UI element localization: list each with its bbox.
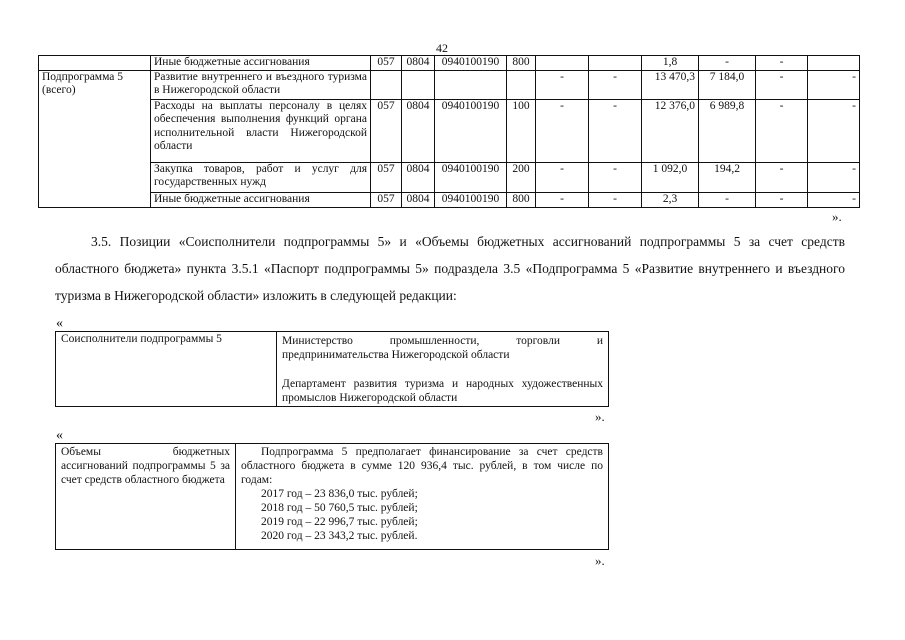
value-cell: -: [589, 162, 642, 192]
table-row: [39, 192, 860, 207]
volume-2017: 2017 год – 23 836,0 тыс. рублей;: [261, 488, 418, 500]
vr-cell: 800: [507, 56, 536, 71]
closing-quote: ».: [832, 209, 842, 224]
vr-cell: 800: [507, 192, 536, 207]
rzpr-cell: 0804: [402, 56, 435, 71]
value-cell: -: [808, 70, 860, 99]
closing-quote: ».: [595, 553, 605, 568]
volume-2020: 2020 год – 23 343,2 тыс. рублей.: [261, 530, 418, 542]
value-cell: -: [756, 99, 808, 162]
name-cell: Закупка товаров, работ и услуг для государственных нужд: [151, 162, 371, 192]
rzpr-cell: [402, 70, 435, 99]
program-cell: Подпрограмма 5 (всего): [39, 70, 151, 207]
vr-cell: [507, 70, 536, 99]
value-cell: 194,2: [699, 162, 756, 192]
volumes-table: [55, 443, 609, 550]
value-cell: -: [756, 70, 808, 99]
name-cell: Иные бюджетные ассигнования: [151, 192, 371, 207]
grbs-cell: [371, 70, 402, 99]
coexecutor-department: Департамент развития туризма и народных художественных промыслов Нижегородской области: [282, 378, 603, 404]
rzpr-cell: 0804: [402, 162, 435, 192]
volume-2019: 2019 год – 22 996,7 тыс. рублей;: [261, 516, 418, 528]
value-cell: -: [589, 70, 642, 99]
value-cell: -: [756, 56, 808, 71]
value-cell: -: [536, 70, 589, 99]
value-cell: 2,3: [642, 192, 699, 207]
table-row: [56, 332, 609, 407]
opening-quote: «: [56, 316, 63, 331]
value-cell: -: [699, 56, 756, 71]
opening-quote: «: [56, 428, 63, 443]
value-cell: [589, 56, 642, 71]
amendment-paragraph: 3.5. Позиции «Соисполнители подпрограммы 5» и «Объемы бюджетных ассигнований подпрограммы 5 за счет средств областного бюджета» пункта 3.5.1 «Паспорт подпрограммы 5» подраздела 3.5 «Подпрограмма 5 «Развитие внутреннего и въездного туризма в Нижегородской области» изложить в следующей редакции:: [55, 234, 845, 303]
value-cell: -: [536, 162, 589, 192]
value-cell: [808, 56, 860, 71]
volumes-intro: Подпрограмма 5 предполагает финансирование за счет средств областного бюджета в сумме 120 936,4 тыс. рублей, в том числе по годам:: [241, 446, 603, 486]
value-cell: -: [808, 192, 860, 207]
rzpr-cell: 0804: [402, 192, 435, 207]
value-cell: -: [756, 192, 808, 207]
value-cell: -: [808, 99, 860, 162]
program-cell: [39, 56, 151, 71]
grbs-cell: 057: [371, 99, 402, 162]
csr-cell: 0940100190: [435, 99, 507, 162]
volume-2018: 2018 год – 50 760,5 тыс. рублей;: [261, 502, 418, 514]
budget-table: [38, 55, 860, 208]
page-number: 42: [436, 41, 448, 55]
value-cell: -: [808, 162, 860, 192]
table-row: [39, 56, 860, 71]
name-cell: Иные бюджетные ассигнования: [151, 56, 371, 71]
value-cell: 7 184,0: [699, 70, 756, 99]
value-cell: 1 092,0: [642, 162, 699, 192]
rzpr-cell: 0804: [402, 99, 435, 162]
value-cell: 1,8: [642, 56, 699, 71]
csr-cell: 0940100190: [435, 56, 507, 71]
value-cell: -: [756, 162, 808, 192]
value-cell: 12 376,0: [642, 99, 699, 162]
value-cell: -: [589, 192, 642, 207]
coexecutor-ministry: Министерство промышленности, торговли и предпринимательства Нижегородской области: [282, 335, 603, 361]
grbs-cell: 057: [371, 56, 402, 71]
table-row: [56, 444, 609, 550]
value-cell: 13 470,3: [642, 70, 699, 99]
name-cell: Расходы на выплаты персоналу в целях обеспечения выполнения функций органа исполнительной власти Нижегородской области: [151, 99, 371, 162]
coexecutors-label: Соисполнители подпрограммы 5: [56, 332, 277, 407]
table-row: [39, 70, 860, 99]
csr-cell: 0940100190: [435, 192, 507, 207]
name-cell: Развитие внутреннего и въездного туризма в Нижегородской области: [151, 70, 371, 99]
table-row: [39, 99, 860, 162]
csr-cell: 0940100190: [435, 162, 507, 192]
volumes-label: Объемы бюджетных ассигнований подпрограммы 5 за счет средств областного бюджета: [56, 444, 236, 550]
value-cell: -: [589, 99, 642, 162]
grbs-cell: 057: [371, 192, 402, 207]
value-cell: [536, 56, 589, 71]
vr-cell: 100: [507, 99, 536, 162]
value-cell: -: [536, 192, 589, 207]
coexecutors-table: [55, 331, 609, 407]
value-cell: 6 989,8: [699, 99, 756, 162]
csr-cell: [435, 70, 507, 99]
closing-quote: ».: [595, 409, 605, 424]
value-cell: -: [536, 99, 589, 162]
table-row: [39, 162, 860, 192]
vr-cell: 200: [507, 162, 536, 192]
value-cell: -: [699, 192, 756, 207]
grbs-cell: 057: [371, 162, 402, 192]
